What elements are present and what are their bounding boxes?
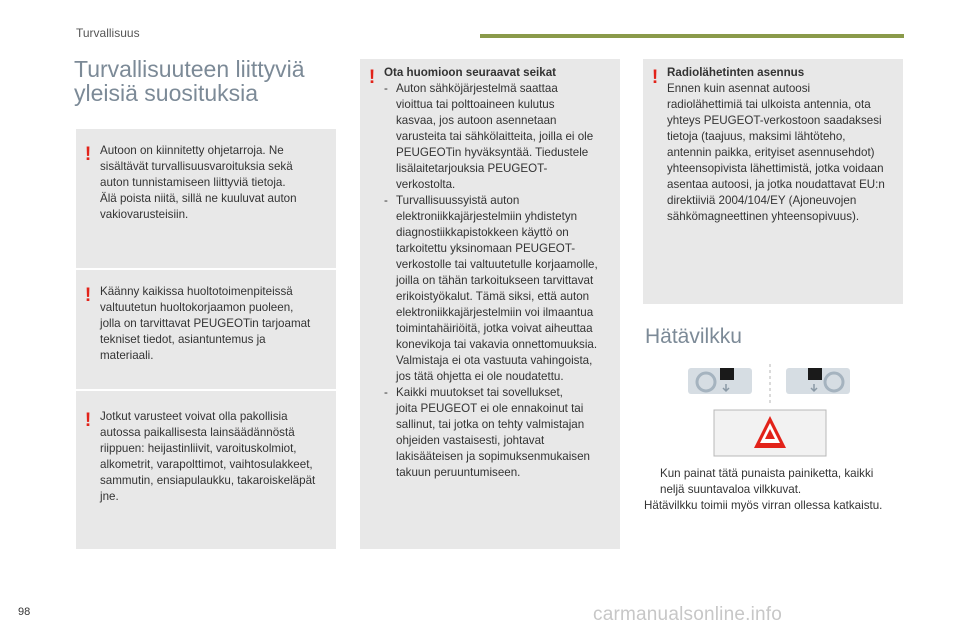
text-line: auton tunnistamiseen liittyviä tietoja. [100, 176, 286, 189]
text-line: sammutin, ensiapulaukku, takaroiskeläpät [100, 474, 316, 487]
warning-text [100, 409, 326, 505]
text-line: sähkömagneettinen yhteensopivuus). [667, 210, 860, 223]
warning-text [100, 284, 326, 364]
text-line: asentaa autoosi, ja jotka noudattavat EU:n [667, 178, 885, 191]
text-line: verkostolle tai valtuutetulle korjaamolle, [396, 258, 598, 271]
page-title [74, 57, 334, 105]
header-rule [480, 34, 904, 38]
text-line: erikoistyökalut. Tämä siksi, että auton [396, 290, 590, 303]
text-line: Kun painat tätä punaista painiketta, kaikki [660, 467, 874, 480]
text-line: yhteensopivista lähettimistä, jotka voidaan [667, 162, 884, 175]
text-line: Älä poista niitä, sillä ne kuuluvat auton [100, 192, 297, 205]
text-line: elektroniikkajärjestelmiin voi ilmaantua [396, 306, 594, 319]
warning-title: Ota huomioon seuraavat seikat [384, 66, 557, 79]
text-line: lisälaitetarjouksia PEUGEOT- [396, 162, 548, 175]
warning-icon: ! [368, 67, 376, 88]
text-line: takuun peruuntumiseen. [396, 466, 521, 479]
text-line: Turvallisuussyistä auton [396, 194, 520, 207]
text-line: jne. [100, 490, 119, 503]
text-line: direktiiviä 2004/104/EY (Ajoneuvojen [667, 194, 857, 207]
hazard-text [644, 466, 914, 514]
watermark: carmanualsonline.info [593, 604, 783, 625]
text-line: Auton sähköjärjestelmä saattaa [396, 82, 558, 95]
warning-box-service [76, 270, 336, 389]
text-line: autossa paikallisesta lainsäädännöstä [100, 426, 295, 439]
text-line: vioittua tai polttoaineen kulutus [396, 98, 555, 111]
warning-box-radio [643, 59, 903, 304]
list-item [644, 466, 914, 498]
warning-box-modifications [360, 59, 620, 549]
text-line: varusteita tai sähkölaitteita, joilla ei ole [396, 130, 594, 143]
text-line: tekniset tiedot, asiantuntemus ja [100, 333, 266, 346]
text-line: vakiovarusteisiin. [100, 208, 189, 221]
list-item [384, 193, 614, 385]
text-line: Autoon on kiinnitetty ohjetarroja. Ne [100, 144, 284, 157]
page-number: 98 [18, 606, 31, 618]
text-line: yhteys PEUGEOT-verkostoon saadaksesi [667, 114, 882, 127]
text-line: verkostolta. [396, 178, 456, 191]
hazard-illustration [680, 360, 860, 460]
text-line: Kaikki muutokset tai sovellukset, [396, 386, 563, 399]
hazard-title: Hätävilkku [645, 325, 742, 348]
text-line: valtuutetun huoltokorjaamon puoleen, [100, 301, 294, 314]
text-line: tietoja (taajuus, maksimi lähtöteho, [667, 130, 846, 143]
text-line: antennin paikka, erityiset asennusehdot) [667, 146, 875, 159]
warning-box-equipment [76, 391, 336, 549]
warning-icon: ! [84, 410, 92, 431]
text-line: Jotkut varusteet voivat olla pakollisia [100, 410, 288, 423]
warning-icon: ! [651, 67, 659, 88]
page-title-line-1: Turvallisuuteen liittyviä [74, 56, 305, 82]
text-line: jolla on tarvittavat PEUGEOTin tarjoamat [100, 317, 311, 330]
warning-text [384, 65, 614, 481]
text-line: neljä suuntavaloa vilkkuvat. [660, 483, 802, 496]
dash-bullet: - [384, 386, 388, 399]
text-line: jos tätä ohjetta ei ole noudatettu. [396, 370, 564, 383]
text-line: sallinut, tai jotka on tehty valmistajan [396, 418, 585, 431]
text-line: elektroniikkajärjestelmiin yhdistetyn [396, 210, 578, 223]
text-line: lakisääteisen ja sopimuksenmukaisen [396, 450, 590, 463]
warning-icon: ! [84, 285, 92, 306]
warning-text [100, 143, 326, 223]
page-title-line-2: yleisiä suosituksia [74, 80, 259, 106]
list-item [384, 81, 614, 193]
text-line: materiaali. [100, 349, 154, 362]
dashboard-left-icon [688, 368, 752, 394]
text-line: kasvaa, jos autoon asennetaan [396, 114, 557, 127]
text-line: PEUGEOTin hyväksyntää. Tiedustele [396, 146, 589, 159]
dash-bullet: - [384, 82, 388, 95]
text-line: Ennen kuin asennat autoosi [667, 82, 811, 95]
warning-text [667, 65, 897, 225]
text-line: riippuen: heijastinliivit, varoituskolmiot, [100, 442, 297, 455]
text-line: ohjeiden vastaisesti, johtavat [396, 434, 545, 447]
text-line: Käänny kaikissa huoltotoimenpiteissä [100, 285, 293, 298]
text-line: Valmistaja ei ota vastuuta vahingoista, [396, 354, 593, 367]
text-line: diagnostiikkapistokkeen käyttö on [396, 226, 569, 239]
warning-box-labels [76, 129, 336, 268]
dash-bullet: - [384, 194, 388, 207]
list-item [384, 385, 614, 481]
text-line: sisältävät turvallisuusvaroituksia sekä [100, 160, 293, 173]
hazard-note: Hätävilkku toimii myös virran ollessa katkaistu. [644, 499, 883, 512]
warning-icon: ! [84, 144, 92, 165]
text-line: joilla on tähän tarkoitukseen tarvittavat [396, 274, 594, 287]
warning-title: Radiolähetinten asennus [667, 66, 805, 79]
text-line: toimintahäiriöitä, jotka voivat aiheuttaa [396, 322, 593, 335]
hazard-button-icon [714, 410, 826, 456]
text-line: radiolähettimiä tai ulkoista antennia, ota [667, 98, 871, 111]
text-line: joita PEUGEOT ei ole ennakoinut tai [396, 402, 584, 415]
dashboard-right-icon [786, 368, 850, 394]
section-label: Turvallisuus [76, 26, 140, 40]
text-line: alkometrit, varapolttimot, vaihtosulakkeet, [100, 458, 313, 471]
text-line: tarkoitettu yksinomaan PEUGEOT- [396, 242, 576, 255]
text-line: konevikoja tai vakavia onnettomuuksia. [396, 338, 598, 351]
